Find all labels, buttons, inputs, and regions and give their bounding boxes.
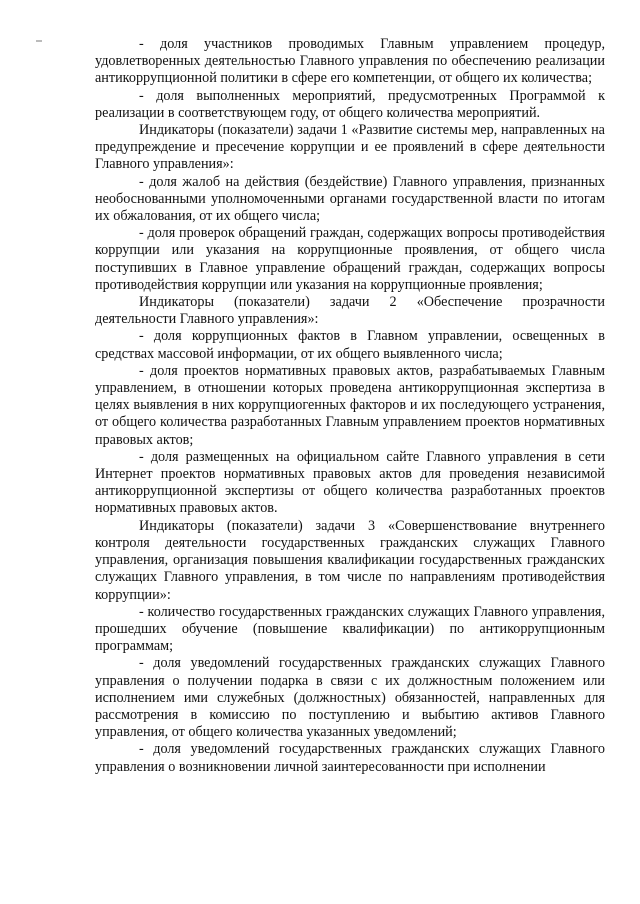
paragraph-appeals-checks-share: - доля проверок обращений граждан, содержащих вопросы противодействия коррупции или указания на коррупционные проявления, от общего числа поступивших в Главное управление обращений граждан, содержащих вопросы противодействия коррупции или указания на коррупционные проявления; xyxy=(95,225,605,293)
paragraph-trained-employees-count: - количество государственных гражданских служащих Главного управления, прошедших обучение (повышение квалификации) по антикоррупционным программам; xyxy=(95,603,605,655)
paragraph-task2-indicators-heading: Индикаторы (показатели) задачи 2 «Обеспечение прозрачности деятельности Главного управления»: xyxy=(95,294,605,328)
paragraph-media-facts-share: - доля коррупционных фактов в Главном управлении, освещенных в средствах массовой информации, от их общего выявленного числа; xyxy=(95,328,605,362)
paragraph-expertise-share: - доля проектов нормативных правовых актов, разрабатываемых Главным управлением, в отношении которых проведена антикоррупционная экспертиза в целях выявления в них коррупциогенных факторов и их последующего устранения, от общего количества разработанных Главным управлением проектов нормативных правовых актов; xyxy=(95,362,605,448)
paragraph-gift-notifications-share: - доля уведомлений государственных гражданских служащих Главного управления о получении подарка в связи с их должностным положением или исполнением ими служебных (должностных) обязанностей, направленных для рассмотрения в комиссию по поступлению и выбытию активов Главного управления, от общего количества указанных уведомлений; xyxy=(95,655,605,741)
paragraph-complaints-share: - доля жалоб на действия (бездействие) Главного управления, признанных необоснованными уполномоченными органами государственной власти по итогам их обжалования, от их общего числа; xyxy=(95,173,605,225)
paragraph-task1-indicators-heading: Индикаторы (показатели) задачи 1 «Развитие системы мер, направленных на предупреждение и пресечение коррупции и ее проявлений в сфере деятельности Главного управления»: xyxy=(95,122,605,173)
paragraph-participants-share: - доля участников проводимых Главным управлением процедур, удовлетворенных деятельностью Главного управления по обеспечению реализации антикоррупционной политики в сфере его компетенции, от общего их количества; xyxy=(95,36,605,87)
paragraph-task3-indicators-heading: Индикаторы (показатели) задачи 3 «Совершенствование внутреннего контроля деятельности государственных гражданских служащих Главного управления, организация повышения квалификации государственных гражданских служащих Главного управления, в том числе по направлениям противодействия коррупции»: xyxy=(95,517,605,603)
paragraph-interest-notifications-share: - доля уведомлений государственных гражданских служащих Главного управления о возникновении личной заинтересованности при исполнении xyxy=(95,741,605,775)
document-page xyxy=(95,36,605,776)
paragraph-completed-measures-share: - доля выполненных мероприятий, предусмотренных Программой к реализации в соответствующем году, от общего количества мероприятий. xyxy=(95,87,605,121)
scan-artifact xyxy=(36,40,42,42)
paragraph-published-projects-share: - доля размещенных на официальном сайте Главного управления в сети Интернет проектов нормативных правовых актов для проведения независимой антикоррупционной экспертизы от общего количества разработанных проектов нормативных правовых актов. xyxy=(95,448,605,517)
